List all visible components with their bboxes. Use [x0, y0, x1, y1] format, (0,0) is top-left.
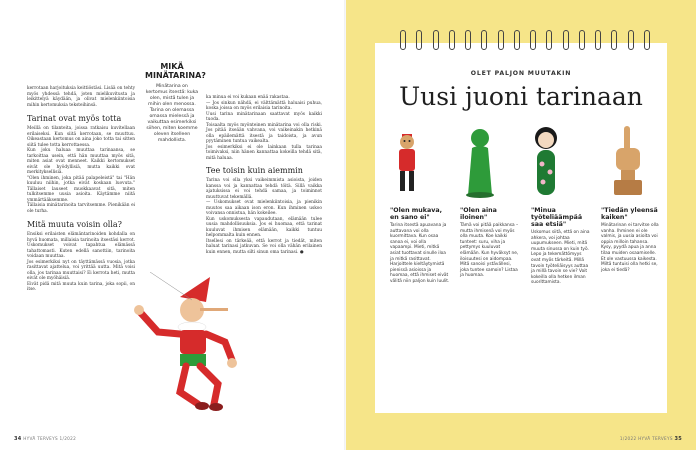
- quote-column: [460, 207, 520, 279]
- spiral-ring: [433, 30, 439, 50]
- section-heading: Tarinat ovat myös totta: [27, 114, 122, 123]
- kokeshi-doll: [535, 127, 557, 195]
- quote-heading: "Tiedän yleensä kaiken": [601, 207, 658, 221]
- kicker: OLET PALJON MUUTAKIN: [470, 70, 572, 77]
- paragraph: Tarina voi olla yksi vaikeimmista asioista, joiden kanssa voi ja kannattaa tehdä töitä. Sillä vaikka ajatuksissa ei voi tehdä samaa, ja toiminnot muuttuvat tekemällä.: [206, 178, 322, 200]
- page-title: Uusi juoni tarinaan: [399, 82, 643, 111]
- spiral-ring: [514, 30, 520, 50]
- page-number: 35: [674, 436, 682, 442]
- spiral-ring: [449, 30, 455, 50]
- spiral-ring: [465, 30, 471, 50]
- spiral-binding: [400, 30, 650, 52]
- footer-right: [620, 436, 682, 442]
- spiral-ring: [400, 30, 406, 50]
- spiral-ring: [530, 30, 536, 50]
- section-heading: Tee toisin kuin aiemmin: [206, 166, 303, 175]
- paragraph: Jos esimerkiksi ei ole lainkaan tulla tarinaa toimivaksi, niin hänen kannattaa kokeilla tehdä sitä, mitä haluaa.: [206, 144, 322, 161]
- paragraph: Ensiksi erilaisten elämäntarinoiden kohdalla on hyvä huomata, millaisia tarinoita itsestäsi kerrot. Uskomukset voivat tapahtua elämässä tahattomasti. Kuten edellä sanottiin, tarinoita voidaan muuttaa.: [27, 232, 135, 259]
- paragraph: Toisaalta myös myönteinen minätarina voi olla riski. Jos pitää itseään vahvana, voi vaikeinakin hetkinä olla epäilemättä itsestä ja taidoista, ja avun pyytäminen tuntua vaikealta.: [206, 122, 322, 144]
- paragraph: "Olen ihminen, joka pitää palapeleistä" tai "Hän kuuluu niihin, jotka eivät koskaan luovuta." Tällaiset lauseet muokkaavat sitä, miten tulkitsemme uusia asioita. Käytämme niitä ymmärtääksemme.: [27, 175, 135, 203]
- paragraph: Jos esimerkiksi nyt on täyttämässä vuosia, jotka rasittavat ajattelua, voi yrittää uutta. Mitä voisi olla, jos tarinaa muuttaisi? Ei kerrota heti, mutta eivät ole myöhäisiä.: [27, 259, 135, 281]
- spiral-ring: [563, 30, 569, 50]
- quote-body: Uskomus siitä, että on aina ahkera, voi johtaa uupumukseen. Mieti, mitä muuta sinussa on kuin työ. Lepo ja tekemättömyys ovat myös tärkeitä. Millä tavoin työteliäisyys auttaa ja millä tavoin se vie? Voit kokeilla olla hetken ilman suorittamista.: [531, 230, 590, 286]
- figures-row: [380, 120, 665, 200]
- wooden-hand: [614, 126, 642, 195]
- spiral-ring: [416, 30, 422, 50]
- intro-text: kerrotaan harjoituksia keittiöstäsi. Lisää on tehty myös yhdessä tehdä, joten mielikuvitusta ja leikittelyä käydään, ja olivat mielenkiintoisia mihin kertomuksia teksteihinsä.: [27, 86, 135, 108]
- spiral-ring: [611, 30, 617, 50]
- pinocchio-figure: [110, 272, 260, 422]
- quote-body: Tämä voi pitää paikkansa – mutta ihmisenä voi myös olla muuta. Koe kaikki tunteet: suru, viha ja pettymys kuuluvat elämään. Kun hyväksyt ne, iloisuutesi on aidompaa. Mitä sanoisi ystävällesi, joka tuntee samoin? Listaa ja huomaa.: [460, 223, 519, 279]
- quote-body: Tarina itsestä apuavana ja auttavana voi olla kuormittava. Kun osaa sanoa ei, voi olla vapaampi. Mieti, mitkä asiat tuottavat sinulle iloa ja mitkä rasittavat. Harjoittele kieltäytymistä pienissä asioissa ja huomaa, että ihmiset eivät välitä niin paljon kuin luulit.: [390, 223, 450, 284]
- spiral-ring: [595, 30, 601, 50]
- quote-heading: "Olen aina iloinen": [460, 207, 497, 221]
- quote-column: [531, 207, 591, 286]
- left-page: [0, 0, 346, 450]
- paragraph: Itsellesi on tärkeää, että kerrot ja tiedät, miten haluat tarinasi jatkuvan. Se voi olla vähän erilainen kuin ennen, mutta silti sinun oma tarinasi. ●: [206, 238, 322, 255]
- paragraph: Eivät pidä mitä muuta kuin tarina, joka sopii, on itse.: [27, 281, 135, 292]
- quote-column: [601, 207, 661, 273]
- page-number: 34: [14, 436, 22, 442]
- paragraph: — Uskomukset ovat mielenkiintoisia, ja pienikin muutos saa aikaan ison eron. Kun ihminen uskoo voivansa onnistua, hän kokeilee.: [206, 200, 322, 216]
- spiral-ring: [628, 30, 634, 50]
- spiral-ring: [498, 30, 504, 50]
- paragraph: Meillä on tilanteita, joissa ratkaisu kuvitellaan erilaiseksi. Kun siitä kerrotaan, se muuttuu. Oikeastaan kertomus on aina joko totta tai sitten siitä tulee totta kerrottaessa.: [27, 126, 135, 148]
- spiral-ring: [579, 30, 585, 50]
- paragraph: Kun joku haluaa muuttaa tarinaansa, se tarkoittaa usein, että hän muuttaa myös sitä, miten asiat ovat menneet. Kaikki kertomukset eivät ole hyödyllisiä, mutta kaikki ovat merkityksellisiä.: [27, 148, 135, 175]
- wooden-figure: [399, 134, 415, 191]
- spiral-ring: [546, 30, 552, 50]
- pull-quote-box: [145, 62, 206, 144]
- magazine-name: 1/2022 HYVÄ TERVEYS: [619, 436, 673, 441]
- paragraph: Tällaisia minätarinoita tarvitsemme. Pienikään ei ole turha.: [27, 203, 135, 214]
- paragraph: — Jos sinkun nähdä, ei välttämättä haluaisi puhua, koska joissa on myös erilaisia tarinoita.: [206, 100, 322, 111]
- spiral-ring: [481, 30, 487, 50]
- pull-quote-title: MIKÄ MINÄTARINA?: [145, 62, 206, 80]
- magazine-name: HYVÄ TERVEYS 1/2022: [23, 436, 77, 441]
- paragraph: ka minua ei voi kukaan enää rakastaa.: [206, 95, 290, 100]
- quote-column: [390, 207, 450, 285]
- spiral-ring: [644, 30, 650, 50]
- left-column: [27, 86, 135, 293]
- paragraph: Uusi tarina minätarinaan saattavat myös kaikki tuoda.: [206, 111, 322, 122]
- pull-quote-body: Minätarina on kertomus itsestä: kuka olen, mistä tulen ja mihin olen menossa. Tarina on olemassa omassa mielessä ja vaikuttaa esimerkiksi siihen, miten koemme oleven itselleen mahdollista.: [145, 84, 199, 143]
- right-column: [206, 95, 322, 255]
- section-heading: Mitä muuta voisin olla?: [27, 220, 122, 229]
- quote-heading: "Olen mukava, en sano ei": [390, 207, 442, 221]
- paragraph: Kun uskomuksesta vapaudutaan, elämään tulee uusia mahdollisuuksia. Jos ei huomaa, että tarinat kuuluvat ihmisen elämään, kaikki tuntuu helpommalta kuin ennen.: [206, 216, 322, 238]
- footer-left: [14, 436, 76, 442]
- quote-body: Minätarinan ei tarvitse olla vanha. Ihminen ei ole valmis, ja uusia asioita voi oppia milloin tahansa. Kysy, pyydä apua ja anna tilaa muiden osaamiselle. Et ole vastuussa kaikesta. Miltä tuntuisi olla hetki se, joka ei tiedä?: [601, 223, 659, 273]
- quote-heading: "Minua työteliäämpää saa etsiä": [531, 207, 583, 228]
- pawn-figure: [466, 129, 494, 198]
